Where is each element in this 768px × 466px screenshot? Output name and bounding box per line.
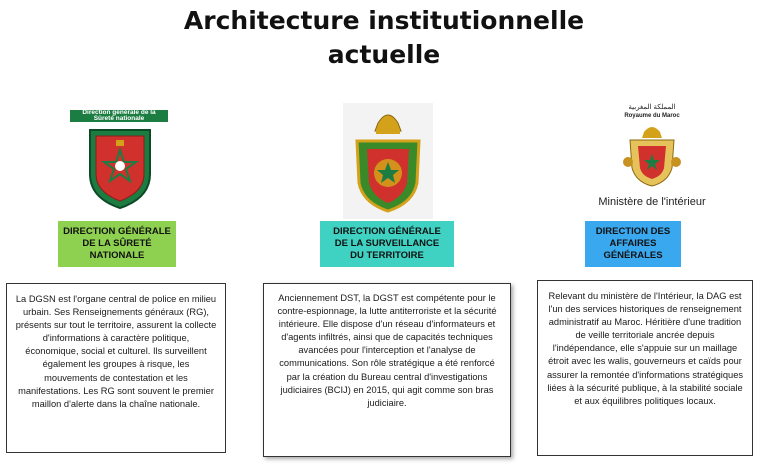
ministere-label: Ministère de l'intérieur — [598, 196, 706, 208]
dgst-emblem-logo — [343, 103, 433, 219]
dag-description: Relevant du ministère de l'Intérieur, la DAG est l'un des services historiques de renseignement administratif au Maroc. Héritière d'une tradition de veille territoriale ancrée depuis l'indépendance, elle s'appuie sur un maillage étroit avec les walis, gouverneurs et caïds pour assurer la remontée d'informations stratégiques liées à la sécurité publique, à la stabilité sociale et aux équilibres politiques locaux. — [537, 280, 753, 456]
royaume-arabic-label: المملكة المغربية — [628, 104, 676, 111]
dgst-banner-line-2: DE LA SURVEILLANCE — [334, 238, 440, 249]
dgst-banner-line-1: DIRECTION GÉNÉRALE — [333, 226, 441, 237]
dgsn-logo-label — [70, 110, 168, 122]
dgsn-logo-label-line-1: Direction générale de la — [82, 109, 156, 116]
dag-banner-line-3: GÉNÉRALES — [603, 250, 663, 261]
dgsn-logo-label-line-2: Sûreté nationale — [93, 115, 145, 122]
dgsn-banner-line-2: DE LA SÛRETÉ — [82, 238, 152, 249]
dag-banner-line-1: DIRECTION DES — [595, 226, 671, 237]
dag-banner — [585, 221, 681, 267]
dgst-description: Anciennement DST, la DGST est compétente pour le contre-espionnage, la lutte antiterroriste et la sécurité intérieure. Elle dispose d'un réseau d'informateurs et d'agents infiltrés, ainsi que de capacités techniques avancées pour l'interception et l'analyse de communications. Son rôle stratégique a été renforcé par la création du Bureau central d'investigations judiciaires (BCIJ) en 2015, qui agit comme son bras judiciaire. — [263, 283, 511, 457]
dgsn-banner-line-1: DIRECTION GÉNÉRALE — [63, 226, 171, 237]
title-line-2: actuelle — [327, 40, 441, 69]
dgsn-description: La DGSN est l'organe central de police en milieu urbain. Ses Renseignements généraux (RG), présents sur tout le territoire, assurent la collecte d'informations à caractère politique, économique, social et culturel. Ils surveillent également les groupes à risque, les mouvements de contestation et les manifestations. Les RG sont souvent le premier maillon d'alerte dans la chaîne nationale. — [6, 283, 226, 453]
dag-banner-line-2: AFFAIRES — [609, 238, 657, 249]
royaume-french-label: Royaume du Maroc — [624, 113, 680, 119]
title-line-1: Architecture institutionnelle — [183, 6, 585, 35]
dgst-banner — [320, 221, 454, 267]
dgst-banner-line-3: DU TERRITOIRE — [350, 250, 424, 261]
dgsn-shield-logo — [86, 124, 154, 210]
dgsn-banner-line-3: NATIONALE — [89, 250, 145, 261]
page-title — [0, 4, 768, 72]
moroccan-coat-of-arms-logo — [622, 122, 682, 188]
dgsn-banner — [58, 221, 176, 267]
